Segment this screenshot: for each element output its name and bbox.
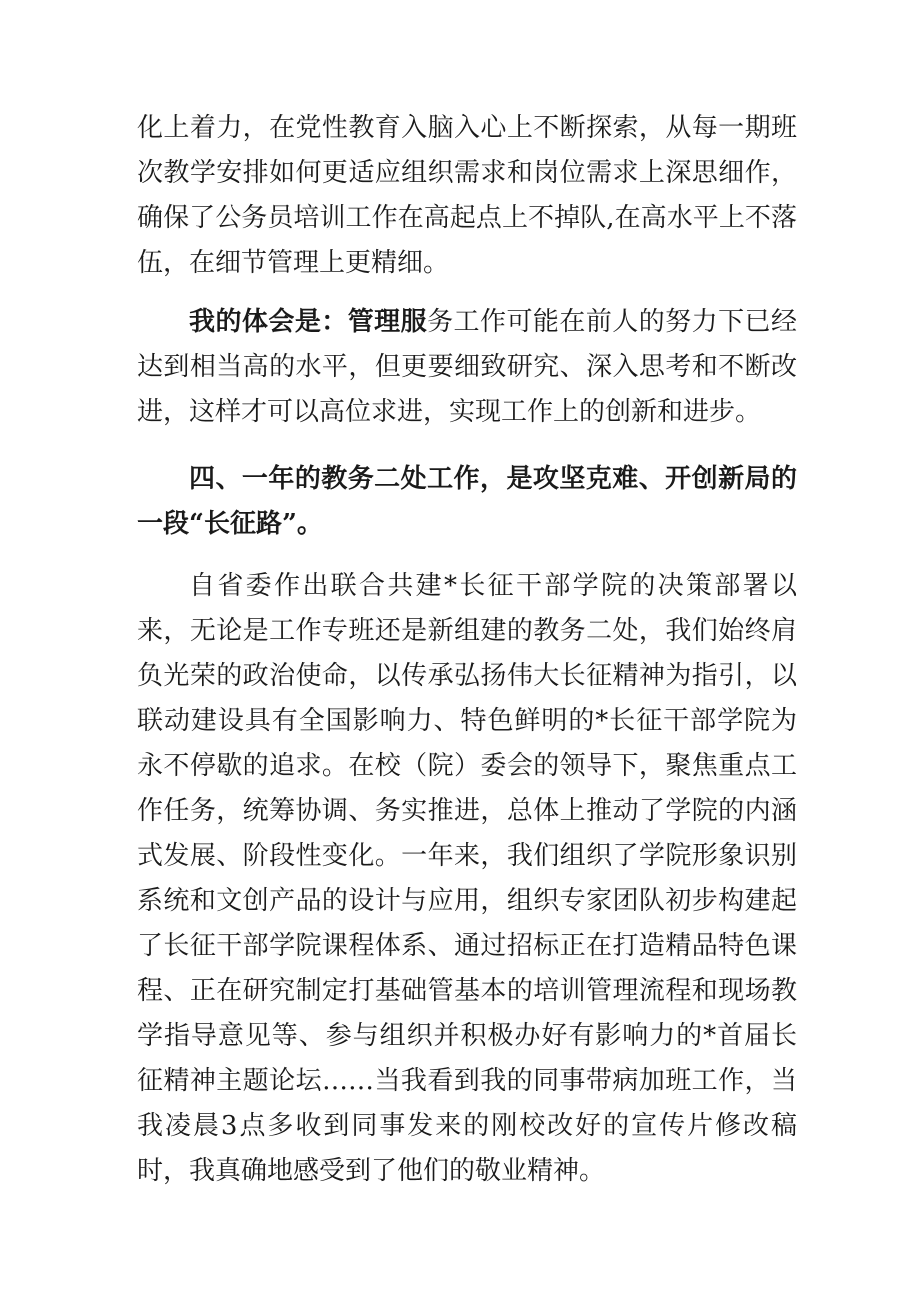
reflection-lead-bold: 我的体会是：管理服 bbox=[189, 307, 428, 337]
reflection-rest: 务工作可能在前人的努力下已经达到相当高的水平，但更要细致研究、深入思考和不断改进，这样才可以高位求进，实现工作上的创新和进步。 bbox=[137, 307, 797, 427]
body-paragraph-reflection bbox=[137, 300, 797, 435]
body-paragraph-continued: 化上着力，在党性教育入脑入心上不断探索，从每一期班次教学安排如何更适应组织需求和岗位需求上深思细作，确保了公务员培训工作在高起点上不掉队,在高水平上不落伍，在细节管理上更精细。 bbox=[137, 113, 797, 278]
section-heading-4: 四、一年的教务二处工作，是攻坚克难、开创新局的一段“长征路”。 bbox=[137, 464, 797, 539]
body-paragraph-section-4: 自省委作出联合共建*长征干部学院的决策部署以来，无论是工作专班还是新组建的教务二处，我们始终肩负光荣的政治使命，以传承弘扬伟大长征精神为指引，以联动建设具有全国影响力、特色鲜明的*长征干部学院为永不停歇的追求。在校（院）委会的领导下，聚焦重点工作任务，统筹协调、务实推进，总体上推动了学院的内涵式发展、阶段性变化。一年来，我们组织了学院形象识别系统和文创产品的设计与应用，组织专家团队初步构建起了长征干部学院课程体系、通过招标正在打造精品特色课程、正在研究制定打基础管基本的培训管理流程和现场教学指导意见等、参与组织并积极办好有影响力的*首届长征精神主题论坛……当我看到我的同事带病加班工作，当我凌晨3点多收到同事发来的刚校改好的宣传片修改稿时，我真确地感受到了他们的敬业精神。 bbox=[137, 571, 797, 1186]
